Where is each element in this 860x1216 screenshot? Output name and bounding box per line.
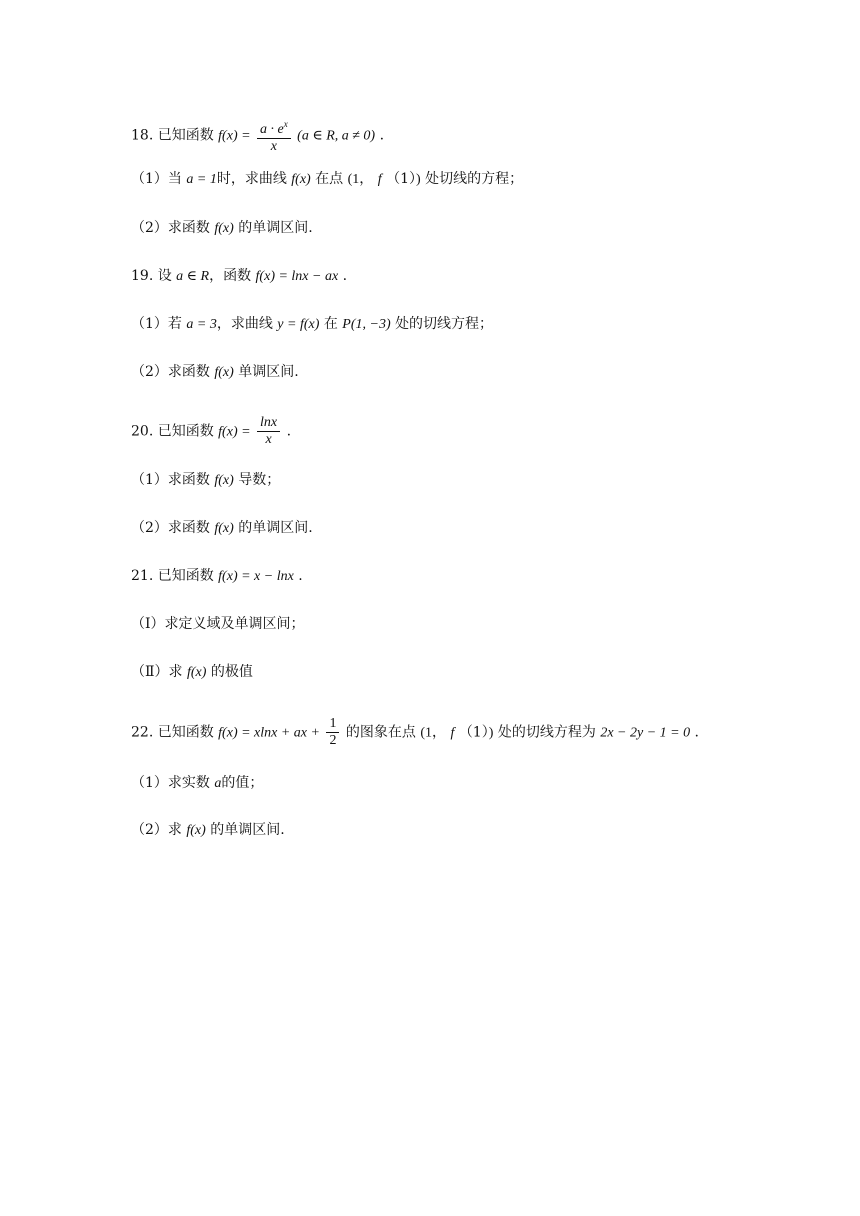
numerator-base: a · e [260,122,284,137]
math-expression: a ∈ R [176,269,210,284]
math-expression: f [450,725,455,741]
part-label: （Ⅰ） [131,616,165,632]
problem-21-part-1 [131,614,305,634]
part-text: 处切线的方程； [425,171,524,187]
part-text: 处的切线方程； [395,316,494,332]
part-text: 的单调区间. [238,220,313,236]
problem-19-part-2 [131,362,299,383]
problem-number: 22. [131,724,154,741]
math-expression: a [214,776,222,791]
math-expression: f(x) [214,473,234,488]
stem-end: . [342,268,348,284]
math-expression: y = f(x) [277,317,320,332]
part-text: 导数； [238,472,281,488]
part-text: 求 [168,664,183,680]
math-expression: f(x) [214,365,234,380]
part-text: 求实数 [167,775,210,791]
math-expression: a = 3 [186,317,217,332]
part-text: 求函数 [167,220,210,236]
part-text: 求函数 [167,364,210,380]
math-expression: 2x − 2y − 1 = 0 [600,725,691,741]
problem-19-stem [131,266,347,287]
part-text: 在点 [315,171,344,187]
fraction-numerator: lnx [257,415,280,432]
fraction-denominator: x [265,432,272,447]
math-expression: f(x) = xlnx + ax + [218,725,320,741]
stem-text: 的图象在点 [345,724,416,741]
math-expression: f(x) = [218,128,251,144]
math-expression: f(x) [214,221,234,236]
fraction [326,716,339,749]
stem-text: 已知函数 [157,127,214,144]
problem-20-stem [131,415,291,448]
part-label: （2） [131,520,168,536]
part-text: 求 [167,822,182,838]
part-text: 求定义域及单调区间； [164,616,305,632]
math-expression: f(x) [291,172,311,187]
stem-text: （1） [458,724,489,741]
part-label: （Ⅱ） [131,664,169,680]
part-label: （2） [131,364,168,380]
problem-number: 18. [131,127,154,144]
stem-text: 已知函数 [157,568,214,584]
math-expression: (1， [347,172,374,187]
fraction [257,116,291,155]
fraction [257,415,280,448]
math-expression: a = 1 [186,172,217,187]
stem-end: . [379,127,385,144]
problem-number: 20. [131,423,154,440]
part-label: （1） [131,316,168,332]
fraction-denominator: 2 [329,733,337,748]
part-text: 的极值 [210,664,253,680]
problem-20-part-1 [131,470,280,491]
stem-text: 已知函数 [157,724,214,741]
problem-number: 19. [131,268,154,284]
problem-18-stem [131,116,384,155]
problem-20-part-2 [131,518,313,539]
fraction-numerator [257,116,291,139]
problem-22-stem [131,716,699,749]
part-text: 在 [323,316,338,332]
part-text: ，求曲线 [216,316,273,332]
part-text: 时，求曲线 [216,171,287,187]
part-text: 的值； [221,775,264,791]
part-label: （2） [131,220,168,236]
part-text: 求函数 [167,472,210,488]
problem-22-part-2 [131,820,285,841]
math-expression: ) [416,172,421,187]
stem-text: ，函数 [209,268,252,284]
stem-end: . [298,568,303,584]
part-text: 的单调区间. [238,520,313,536]
math-expression: f [377,172,382,187]
numerator-exponent: x [283,119,288,129]
problem-18-part-2 [131,218,313,239]
part-label: （2） [131,822,168,838]
stem-end: . [286,423,292,440]
math-expression: ) [488,725,494,741]
problem-19-part-1 [131,314,493,335]
part-text: 若 [167,316,182,332]
math-expression: f(x) = x − lnx [218,569,294,584]
stem-text: 已知函数 [157,423,214,440]
math-expression: f(x) [186,665,207,680]
problem-number: 21. [131,568,154,584]
problem-18-part-1 [131,169,523,190]
part-label: （1） [131,171,168,187]
problem-21-part-2 [131,662,253,683]
math-expression: P(1, −3) [342,317,391,332]
part-text: 求函数 [167,520,210,536]
fraction-numerator: 1 [326,716,339,733]
part-text: 当 [167,171,182,187]
part-text: 的单调区间. [210,822,285,838]
math-expression: f(x) [186,823,206,838]
math-condition: (a ∈ R, a ≠ 0) [297,128,376,144]
part-text: 单调区间. [238,364,299,380]
part-label: （1） [131,775,168,791]
fraction-denominator: x [270,139,277,154]
stem-text: 设 [157,268,172,284]
problem-21-stem [131,566,303,587]
math-expression: f(x) = lnx − ax [255,269,339,284]
stem-text: 处的切线方程为 [497,724,596,741]
math-expression: (1， [420,725,447,741]
problem-22-part-1 [131,773,263,794]
part-label: （1） [131,472,168,488]
math-expression: f(x) = [218,424,251,440]
part-text: （1） [386,171,417,187]
math-expression: f(x) [214,521,234,536]
stem-end: . [694,724,699,741]
